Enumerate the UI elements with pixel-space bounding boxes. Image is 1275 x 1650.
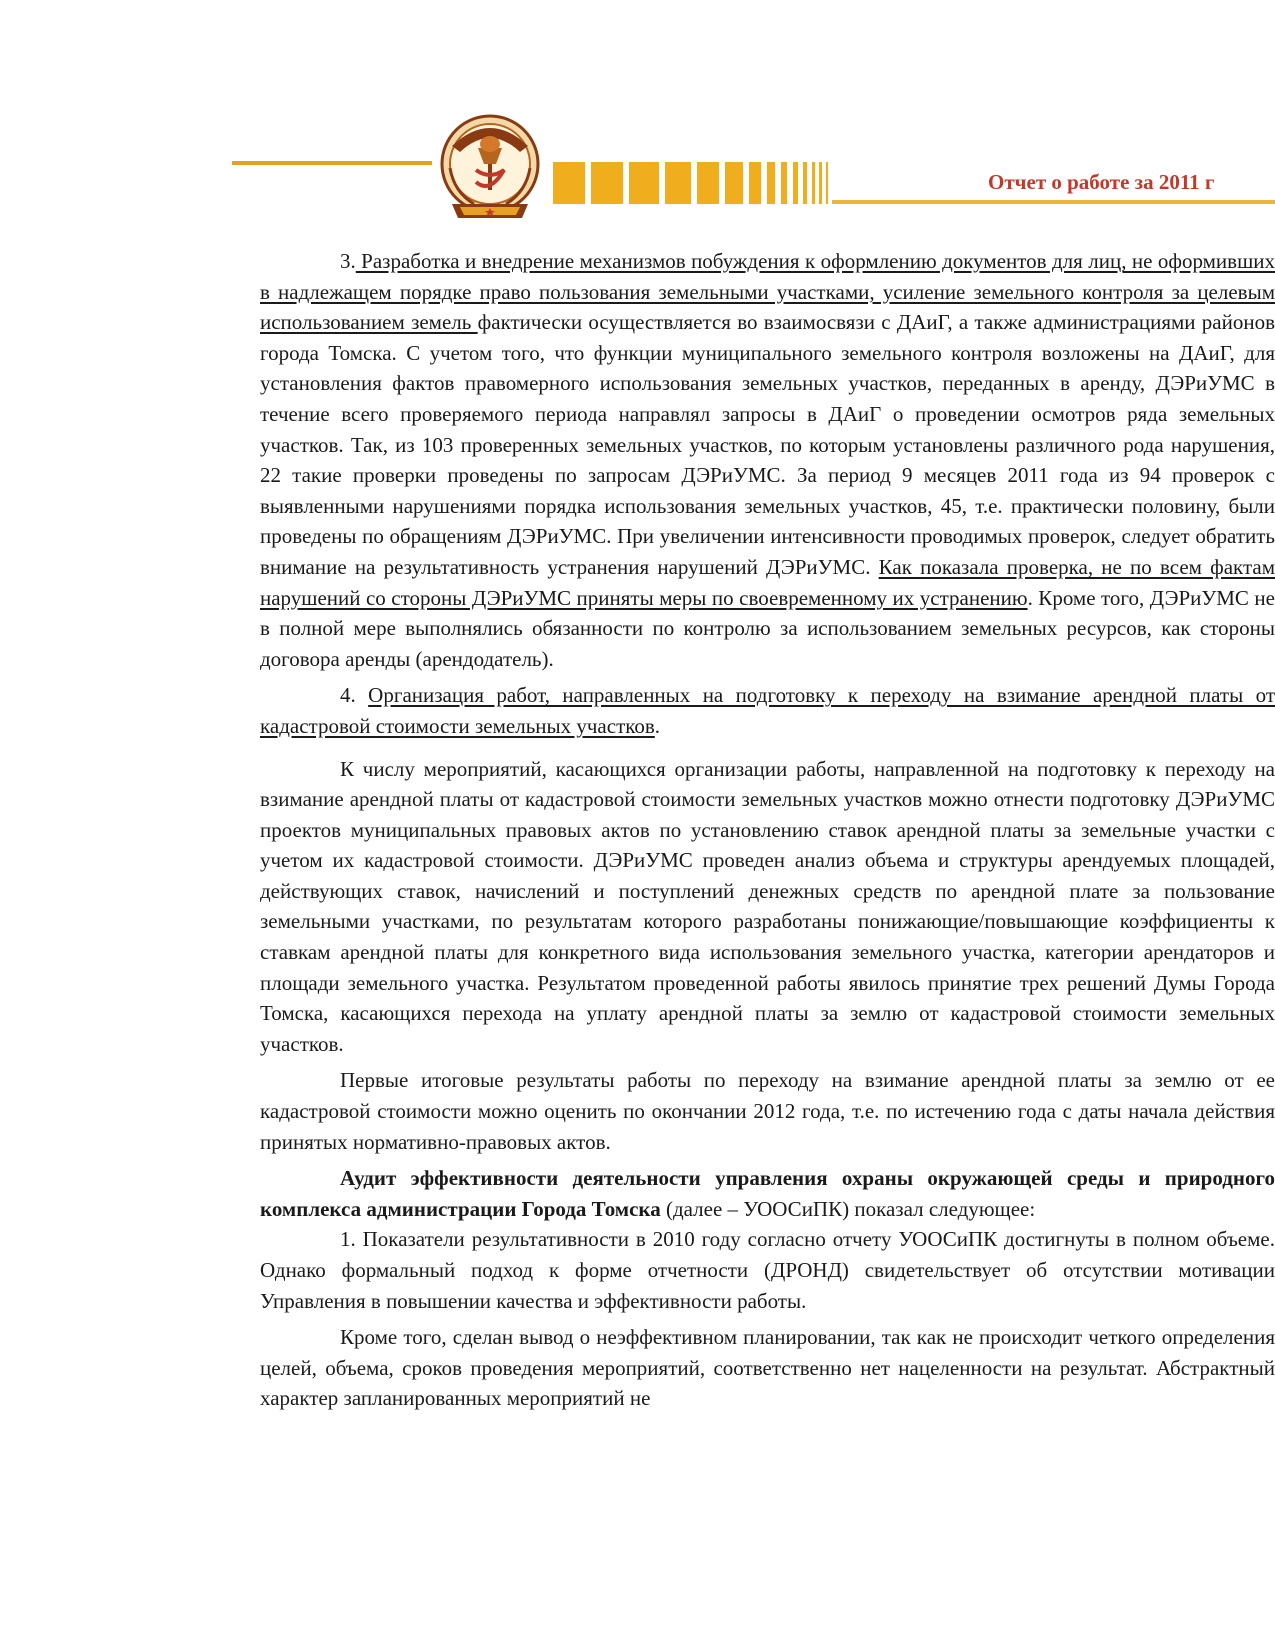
paragraph-item-3 (260, 246, 1275, 674)
paragraph-first-results: Первые итоговые результаты работы по переходу на взимание арендной платы за землю от ее кадастровой стоимости можно оценить по окончании 2012 года, т.е. по истечению года с даты начала действия принятых нормативно-правовых актов. (260, 1068, 1275, 1154)
paragraph-measures: К числу мероприятий, касающихся организации работы, направленной на подготовку к переходу на взимание арендной платы от кадастровой стоимости земельных участков можно отнести подготовку ДЭРиУМС проектов муниципальных правовых актов по установлению ставок арендной платы за земельные участки с учетом их кадастровой стоимости. ДЭРиУМС проведен анализ объема и структуры арендуемых площадей, действующих ставок, начислений и поступлений денежных средств по арендной плате за пользование земельными участками, по результатам которого разработаны понижающие/повышающие коэффициенты к ставкам арендной платы для конкретного вида использования земельного участка, категории арендаторов и площади земельного участка. Результатом проведенной работы явилось принятие трех решений Думы Города Томска, касающихся перехода на уплату арендной платы за землю от кадастровой стоимости земельных участков. (260, 756, 1275, 1056)
paragraph-text: . Кроме того, ДЭРиУМС не в полной мере выполнялись обязанности по контролю за использованием земельных ресурсов, как стороны договора аренды (арендодатель). (260, 585, 1275, 671)
underlined-finding: Как показала проверка, не по всем фактам нарушений со стороны ДЭРиУМС приняты меры по своевременному их устранению (260, 554, 1275, 610)
paragraph-planning: Кроме того, сделан вывод о неэффективном планировании, так как не происходит четкого определения целей, объема, сроков проведения мероприятий, соответственно нет нацеленности на результат. Абстрактный характер запланированных мероприятий не (260, 1325, 1275, 1411)
header-rule-left (232, 161, 432, 165)
paragraph-text: фактически осуществляется во взаимосвязи с ДАиГ, а также администрациями районов города Томска. С учетом того, что функции муниципального земельного контроля возложены на ДАиГ, для установления фактов правомерного использования земельных участков, переданных в аренду, ДЭРиУМС в течение всего проверяемого периода направлял запросы в ДАиГ о проведении осмотров ряда земельных участков. Так, из 103 проверенных земельных участков, по которым установлены различного рода нарушения, 22 такие проверки проведены по запросам ДЭРиУМС. За период 9 месяцев 2011 года из 94 проверок с выявленными нарушениями порядка использования земельных участков, 45, т.е. практически половину, были проведены по обращениям ДЭРиУМС. При увеличении интенсивности проводимых проверок, следует обратить внимание на результативность устранения нарушений ДЭРиУМС. (260, 310, 1275, 579)
document-body (260, 246, 1275, 1414)
paragraph-text: . (654, 713, 661, 738)
header-rule-right (832, 200, 1275, 204)
report-title: Отчет о работе за 2011 г (988, 170, 1215, 194)
item-heading: Разработка и внедрение механизмов побуждения к оформлению документов для лиц, не оформивших в надлежащем порядке право пользования земельными участками, усиление земельного контроля за целевым использованием земель (260, 249, 1275, 335)
item-heading: Организация работ, направленных на подготовку к переходу на взимание арендной платы от кадастровой стоимости земельных участков (260, 683, 1275, 738)
item-number: 3. (340, 249, 356, 273)
audit-title: Аудит эффективности деятельности управления охраны окружающей среды и природного комплекса администрации Города Томска (260, 1166, 1275, 1221)
paragraph-text: (далее – УООСиПК) показал следующее: (660, 1196, 1036, 1221)
paragraph-audit-intro (260, 1163, 1275, 1224)
header-stripe-bars (553, 162, 833, 204)
paragraph-audit-point-1: 1. Показатели результативности в 2010 году согласно отчету УООСиПК достигнуты в полном объеме. Однако формальный подход к форме отчетности (ДРОНД) свидетельствует об отсутствии мотивации Управления в повышении качества и эффективности работы. (260, 1227, 1275, 1313)
item-number: 4. (340, 683, 369, 708)
page-header (0, 100, 1275, 230)
emblem-logo (430, 108, 550, 226)
paragraph-item-4 (260, 680, 1275, 741)
